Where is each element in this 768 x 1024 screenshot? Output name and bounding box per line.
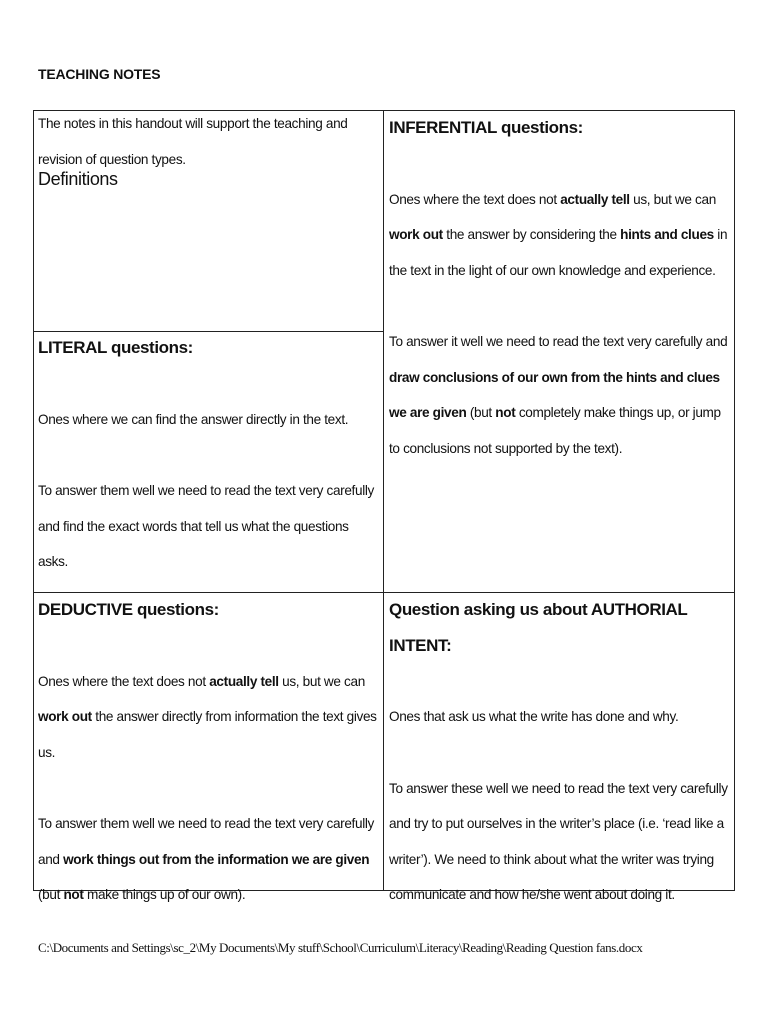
bold-span: draw conclusions of our own from the hints and clues we are given: [389, 369, 720, 420]
text-span: make things up of our own).: [83, 887, 246, 902]
deductive-paragraph-1: [38, 664, 378, 771]
text-span: in the text in the light of our own knowledge and experience.: [389, 227, 728, 278]
definitions-heading: Definitions: [38, 169, 118, 189]
bold-span: work out: [38, 709, 92, 724]
literal-paragraph-2: To answer them well we need to read the text very carefully and find the exact words that tell us what the questions asks.: [38, 483, 374, 569]
intro-text: The notes in this handout will support the teaching and revision of question types.: [38, 116, 348, 167]
bold-span: work things out from the information we are given: [63, 851, 370, 867]
bold-span: actually tell: [560, 191, 630, 207]
bold-span: work out: [389, 227, 443, 242]
inferential-cell: [389, 110, 729, 466]
text-span: the answer by considering the: [442, 227, 621, 242]
text-span: Ones where the text does not: [389, 191, 561, 207]
table-border-left: [33, 110, 34, 891]
bold-span: actually tell: [209, 673, 279, 689]
intro-cell: [38, 106, 373, 197]
bold-span: not: [495, 405, 516, 420]
deductive-cell: [38, 592, 378, 913]
literal-cell: [38, 330, 376, 580]
inferential-heading: INFERENTIAL questions:: [389, 118, 583, 137]
page-title: TEACHING NOTES: [38, 66, 161, 82]
text-span: us, but we can: [629, 191, 716, 207]
text-span: Ones where the text does not: [38, 673, 210, 689]
inferential-paragraph-1: [389, 182, 729, 289]
bold-span: not: [63, 887, 84, 902]
bold-span: hints and clues: [620, 227, 714, 242]
table-divider-center: [383, 110, 384, 891]
literal-paragraph-1: Ones where we can find the answer directly in the text.: [38, 411, 349, 427]
table-border-right: [734, 110, 735, 891]
text-span: To answer them well we need to read the text very carefully and: [38, 816, 374, 867]
inferential-paragraph-2: [389, 324, 729, 466]
text-span: completely make things up, or jump to conclusions not supported by the text).: [389, 405, 721, 456]
deductive-paragraph-2: [38, 806, 378, 913]
text-span: To answer it well we need to read the text very carefully and: [389, 334, 728, 349]
footer-file-path: C:\Documents and Settings\sc_2\My Documents\My stuff\School\Curriculum\Literacy\Reading\Reading Question fans.docx: [38, 940, 643, 955]
authorial-cell: [389, 592, 731, 913]
text-span: us, but we can: [278, 673, 365, 689]
literal-heading: LITERAL questions:: [38, 338, 193, 357]
text-span: (but: [38, 887, 64, 902]
authorial-paragraph-1: Ones that ask us what the write has done and why.: [389, 709, 679, 724]
text-span: (but: [466, 405, 496, 420]
deductive-heading: DEDUCTIVE questions:: [38, 600, 219, 619]
authorial-paragraph-2: To answer these well we need to read the text very carefully and try to put ourselves in the writer’s place (i.e. ‘read like a writer’). We need to think about what the writer was trying communicate and how he/she went about doing it.: [389, 780, 728, 902]
authorial-heading: Question asking us about AUTHORIAL INTENT:: [389, 600, 688, 655]
text-span: the answer directly from information the text gives us.: [38, 709, 377, 760]
